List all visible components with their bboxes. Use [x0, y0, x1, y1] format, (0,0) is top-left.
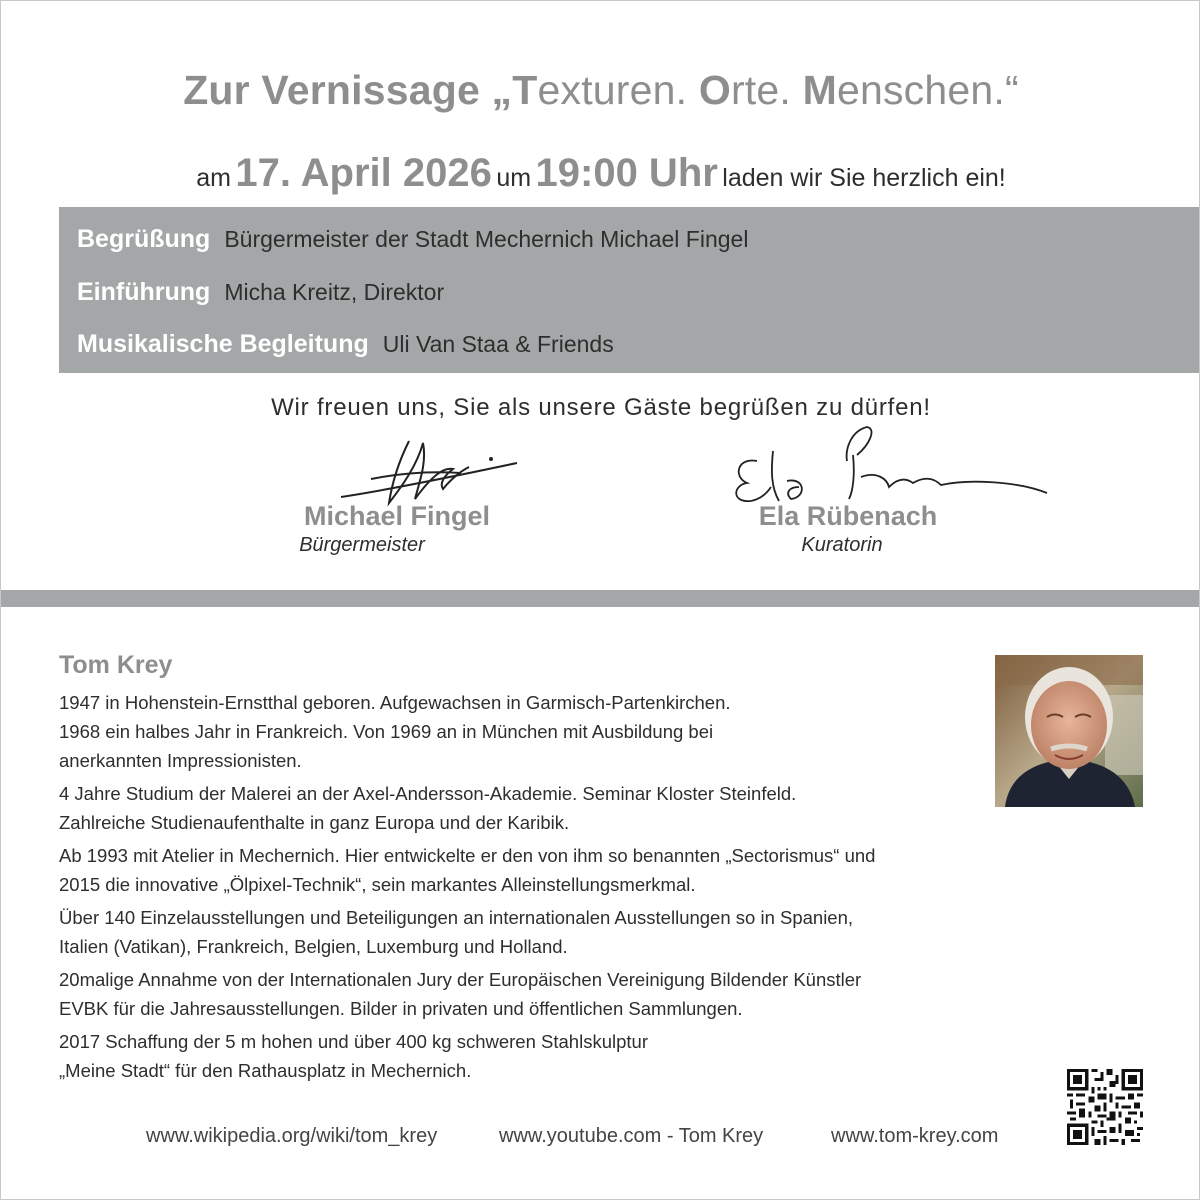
program-row-music [77, 330, 614, 359]
bio-line: Ab 1993 mit Atelier in Mechernich. Hier entwickelte er den von ihm so benannten „Sectorismus“ und [59, 845, 876, 866]
program-value: Uli Van Staa & Friends [382, 331, 614, 357]
title-w3-cap: M [802, 67, 837, 113]
artist-portrait-photo [995, 655, 1143, 807]
date-line [1, 151, 1200, 196]
program-label: Begrüßung [77, 225, 211, 253]
bio-paragraph [59, 688, 1059, 775]
title-w2-cap: O [698, 67, 731, 113]
program-value: Bürgermeister der Stadt Mechernich Michael Fingel [224, 226, 749, 252]
program-row-welcome [77, 225, 748, 254]
title-prefix: Zur Vernissage „ [183, 67, 513, 113]
bio-paragraph [59, 903, 1059, 961]
bio-line: Italien (Vatikan), Frankreich, Belgien, Luxemburg und Holland. [59, 936, 568, 957]
program-row-introduction [77, 278, 444, 307]
program-band [59, 207, 1200, 373]
program-value: Micha Kreitz, Direktor [224, 279, 445, 305]
signatory-role: Bürgermeister [299, 534, 425, 556]
bio-line: 2017 Schaffung der 5 m hohen und über 400 kg schweren Stahlskulptur [59, 1031, 648, 1052]
event-date: 17. April 2026 [235, 151, 492, 195]
signature-ruebenach [727, 421, 1057, 511]
section-divider [1, 590, 1200, 607]
bio-paragraph [59, 1027, 1059, 1085]
dateline-um: um [496, 164, 532, 192]
title-w3-rest: enschen.“ [836, 67, 1019, 113]
title-w1-cap: T [512, 67, 538, 113]
signatory-role: Kuratorin [801, 534, 883, 556]
bio-line: 1968 ein halbes Jahr in Frankreich. Von 1969 an in München mit Ausbildung bei [59, 721, 714, 742]
title-w2-rest: rte. [730, 67, 803, 113]
bio-paragraph [59, 779, 1059, 837]
bio-line: „Meine Stadt“ für den Rathausplatz in Mechernich. [59, 1060, 472, 1081]
artist-name: Tom Krey [59, 651, 173, 679]
link-youtube: www.youtube.com - Tom Krey [499, 1125, 764, 1147]
qr-code-icon [1067, 1069, 1143, 1145]
dateline-tail: laden wir Sie herzlich ein! [722, 164, 1006, 192]
invitation-title [1, 67, 1200, 114]
bio-line: 2015 die innovative „Ölpixel-Technik“, sein markantes Alleinstellungsmerkmal. [59, 874, 696, 895]
bio-line: 1947 in Hohenstein-Ernstthal geboren. Aufgewachsen in Garmisch-Partenkirchen. [59, 692, 731, 713]
dateline-am: am [196, 164, 231, 192]
bio-line: EVBK für die Jahresausstellungen. Bilder in privaten und öffentlichen Sammlungen. [59, 998, 743, 1019]
program-label: Einführung [77, 278, 211, 306]
bio-line: Zahlreiche Studienaufenthalte in ganz Europa und der Karibik. [59, 812, 570, 833]
signatory-name: Ela Rübenach [758, 501, 938, 531]
link-website: www.tom-krey.com [831, 1125, 999, 1147]
event-time: 19:00 Uhr [535, 151, 718, 195]
bio-line: Über 140 Einzelausstellungen und Beteiligungen an internationalen Ausstellungen so in Spanien, [59, 907, 854, 928]
link-wikipedia: www.wikipedia.org/wiki/tom_krey [146, 1125, 438, 1147]
program-label: Musikalische Begleitung [77, 330, 369, 358]
welcome-text: Wir freuen uns, Sie als unsere Gäste begrüßen zu dürfen! [271, 394, 931, 421]
signatory-name: Michael Fingel [303, 501, 491, 531]
bio-line: anerkannten Impressionisten. [59, 750, 302, 771]
bio-line: 4 Jahre Studium der Malerei an der Axel-Andersson-Akademie. Seminar Kloster Steinfeld. [59, 783, 797, 804]
bio-paragraph [59, 965, 1059, 1023]
title-w1-rest: exturen. [537, 67, 699, 113]
bio-paragraph [59, 841, 1059, 899]
bio-text [59, 688, 1059, 1089]
bio-line: 20malige Annahme von der Internationalen Jury der Europäischen Vereinigung Bildender Künstler [59, 969, 862, 990]
